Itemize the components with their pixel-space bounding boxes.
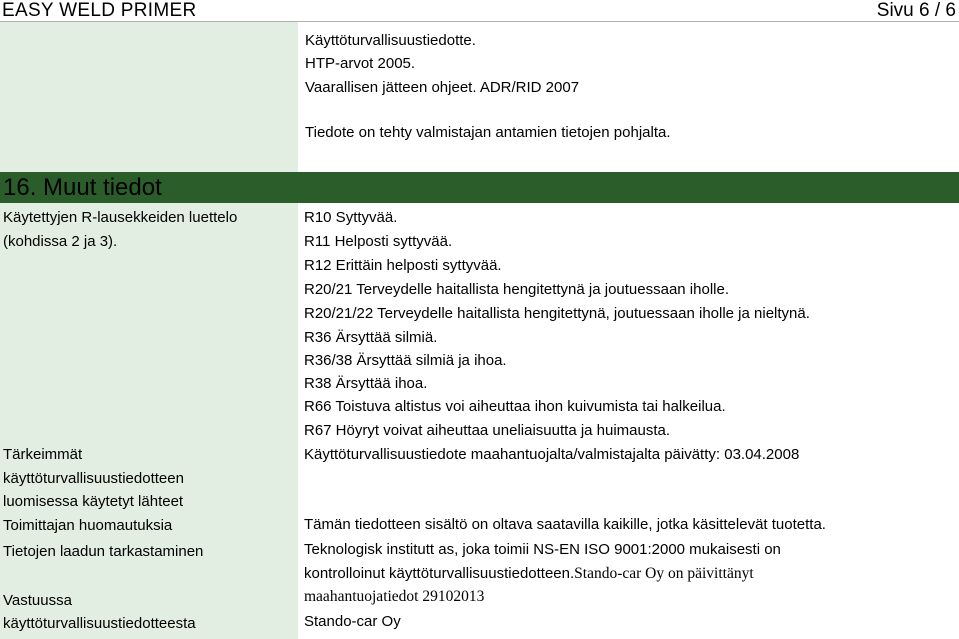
r-phrase: R12 Erittäin helposti syttyvää. — [304, 257, 502, 274]
sources-value: Käyttöturvallisuustiedote maahantuojalta/valmistajalta päivätty: 03.04.2008 — [304, 446, 800, 463]
section-title: 16. Muut tiedot — [3, 174, 162, 201]
quality-value-part: Stando-car Oy on päivittänyt — [574, 565, 754, 582]
quality-label: Tietojen laadun tarkastaminen — [3, 543, 204, 560]
r-phrase: R11 Helposti syttyvää. — [304, 233, 453, 250]
r-phrase: R10 Syttyvää. — [304, 209, 398, 226]
sources-label: käyttöturvallisuustiedotteen — [3, 470, 184, 487]
quality-value — [304, 565, 754, 583]
page-number: Sivu 6 / 6 — [876, 0, 956, 21]
r-phrases-label: Käytettyjen R-lausekkeiden luettelo — [3, 209, 238, 226]
sources-label: luomisessa käytetyt lähteet — [3, 493, 184, 510]
supplier-note-label: Toimittajan huomautuksia — [3, 517, 173, 534]
page-header — [0, 0, 959, 22]
source-line: Käyttöturvallisuustiedotte. — [305, 32, 476, 49]
r-phrase: R67 Höyryt voivat aiheuttaa uneliaisuutta ja huimausta. — [304, 422, 671, 439]
supplier-note-value: Tämän tiedotteen sisältö on oltava saatavilla kaikille, jotka käsittelevät tuotetta. — [304, 516, 826, 533]
r-phrase: R38 Ärsyttää ihoa. — [304, 375, 428, 392]
sources-label: Tärkeimmät — [3, 446, 83, 463]
source-line: HTP-arvot 2005. — [305, 55, 416, 72]
quality-value: maahantuojatiedot 29102013 — [304, 588, 485, 605]
document-title: EASY WELD PRIMER — [2, 0, 197, 21]
responsible-label: käyttöturvallisuustiedotteesta — [3, 615, 196, 632]
r-phrase: R20/21/22 Terveydelle haitallista hengitettynä, joutuessaan iholle ja nieltynä. — [304, 305, 810, 322]
r-phrase: R20/21 Terveydelle haitallista hengitettynä ja joutuessaan iholle. — [304, 281, 730, 298]
source-line: Vaarallisen jätteen ohjeet. ADR/RID 2007 — [305, 79, 580, 96]
r-phrase: R66 Toistuva altistus voi aiheuttaa ihon kuivumista tai halkeilua. — [304, 398, 726, 415]
label-column — [0, 203, 298, 639]
quality-value: Teknologisk institutt as, joka toimii NS-EN ISO 9001:2000 mukaisesti on — [304, 541, 781, 558]
r-phrase: R36 Ärsyttää silmiä. — [304, 329, 438, 346]
label-column-top — [0, 22, 298, 172]
responsible-label: Vastuussa — [3, 592, 72, 609]
basis-note: Tiedote on tehty valmistajan antamien tietojen pohjalta. — [305, 124, 671, 141]
r-phrases-label: (kohdissa 2 ja 3). — [3, 233, 118, 250]
quality-value-part: kontrolloinut käyttöturvallisuustiedotteen. — [304, 565, 575, 582]
responsible-value: Stando-car Oy — [304, 613, 401, 630]
r-phrase: R36/38 Ärsyttää silmiä ja ihoa. — [304, 352, 507, 369]
